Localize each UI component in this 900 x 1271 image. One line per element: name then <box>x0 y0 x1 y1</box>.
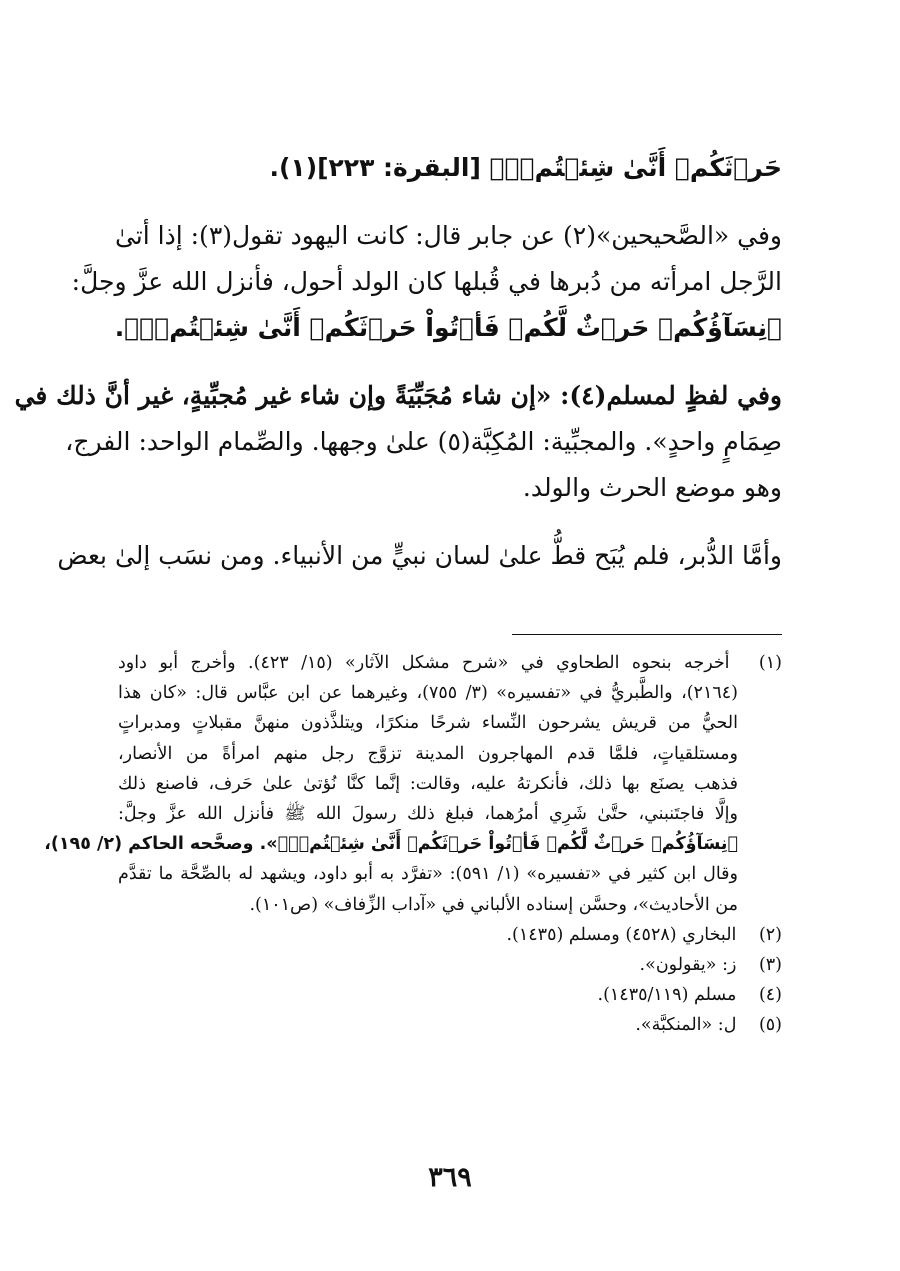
footnote-number: (١) <box>758 653 782 673</box>
footnote-4: (٤) مسلم (١٤٣٥/١١٩). <box>118 980 782 1010</box>
footnote-number: (٢) <box>758 924 782 945</box>
footnote-1-line: وإلَّا فاجتَنبني، حتَّىٰ شَرِي أمرُهما، فبلغ ذلك رسولَ الله ﷺ فأنزل الله عزَّ وجلَّ: <box>118 804 738 825</box>
body-line: الرَّجل امرأته من دُبرها في قُبلها كان الولد أحول، فأنزل الله عزَّ وجلَّ: <box>71 267 782 296</box>
footnote-1-line: ومستلقياتٍ، فلمَّا قدم المهاجرون المدينة تزوَّج رجل منهم امرأةً من الأنصار، <box>118 743 738 764</box>
footnote-1-line: (١) أخرجه بنحوه الطحاوي في «شرح مشكل الآثار» (١٥/ ٤٢٣). وأخرج أبو داود <box>118 648 782 678</box>
body-line: صِمَامٍ واحدٍ». والمجبِّية: المُكِبَّة(٥) علىٰ وجهها. والصِّمام الواحد: الفرج، <box>65 427 782 456</box>
verse-line: حَرۡثَكُمۡ أَنَّىٰ شِئۡتُمۡۖ﴾ [البقرة: ٢٢٣](١). <box>269 153 782 182</box>
footnote-number: (٥) <box>758 1015 782 1036</box>
body-line: وفي «الصَّحيحين»(٢) عن جابر قال: كانت اليهود تقول(٣): إذا أتىٰ <box>114 221 782 250</box>
footnote-3: (٣) ز: «يقولون». <box>118 950 782 980</box>
footnote-1-line: الحيُّ من قريش يشرحون النِّساء شرحًا منكرًا، ويتلذَّذون منهنَّ مقبلاتٍ ومدبراتٍ <box>118 713 738 734</box>
footnote-1-line: وقال ابن كثير في «تفسيره» (١/ ٥٩١): «تفرَّد به أبو داود، ويشهد له بالصِّحَّة ما تقدَّم <box>118 864 738 885</box>
footnote-number: (٣) <box>758 955 782 976</box>
footnotes <box>44 648 782 1041</box>
footnote-2: (٢) البخاري (٤٥٢٨) ومسلم (١٤٣٥). <box>118 920 782 950</box>
footnote-number: (٤) <box>758 985 782 1006</box>
footnote-1-line: فذهب يصنَع بها ذلك، فأنكرتهُ عليه، وقالت: إنَّما كنَّا نُؤتىٰ علىٰ حَرف، فاصنع ذلك <box>118 773 738 794</box>
page-number: ٣٦٩ <box>428 1162 472 1193</box>
body-line: وهو موضع الحرث والولد. <box>522 473 782 502</box>
footnote-1-line: (٢١٦٤)، والطَّبريُّ في «تفسيره» (٣/ ٧٥٥)، وغيرهما عن ابن عبَّاس قال: «كان هذا <box>118 683 738 704</box>
verse-line: ﴿نِسَآؤُكُمۡ حَرۡثٌ لَّكُمۡ فَأۡتُواْ حَرۡثَكُمۡ أَنَّىٰ شِئۡتُمۡۖ﴾. <box>114 313 782 342</box>
footnote-1-verse-line: ﴿نِسَآؤُكُمۡ حَرۡثٌ لَّكُمۡ فَأۡتُواْ حَرۡثَكُمۡ أَنَّىٰ شِئۡتُمۡۖ﴾». وصحَّحه الحاكم (٢/ ١٩٥)، <box>44 834 738 855</box>
footnote-5: (٥) ل: «المنكبَّة». <box>118 1010 782 1040</box>
footnote-separator <box>512 634 782 635</box>
main-text <box>14 145 782 579</box>
footnote-1-line: من الأحاديث»، وحسَّن إسناده الألباني في «آداب الزِّفاف» (ص١٠١). <box>249 894 738 915</box>
body-line: وأمَّا الدُّبر، فلم يُبَح قطُّ علىٰ لسان نبيٍّ من الأنبياء. ومن نسَب إلىٰ بعض <box>57 541 782 570</box>
hadith-line: وفي لفظٍ لمسلم(٤): «إن شاء مُجَبِّيَةً وإن شاء غير مُجبِّيةٍ، غير أنَّ ذلك في <box>14 381 782 410</box>
